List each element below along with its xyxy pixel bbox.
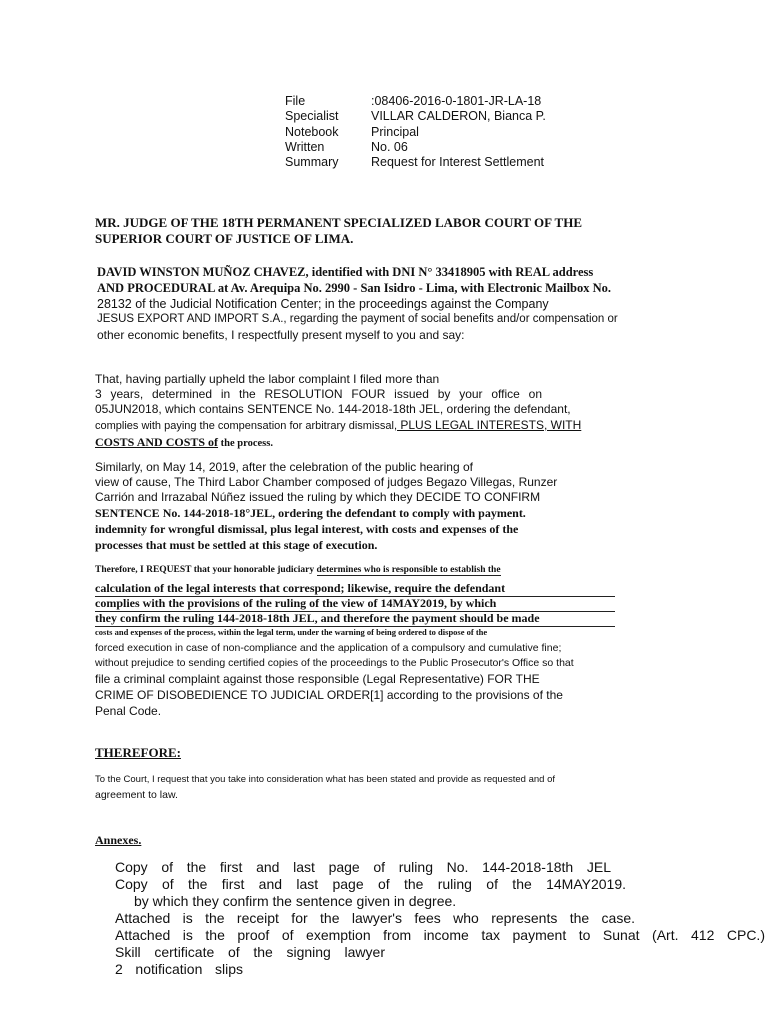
header-row-file — [285, 94, 546, 109]
annex-item-text: 2 notification slips — [115, 961, 243, 977]
court-title-line-2: SUPERIOR COURT OF JUSTICE OF LIMA. — [95, 231, 354, 246]
annex-item — [115, 910, 635, 926]
para2-line-4: SENTENCE No. 144-2018-18°JEL, ordering the defendant to comply with payment. — [95, 506, 526, 520]
annex-item — [115, 927, 765, 943]
therefore-line-2: agreement to law. — [95, 789, 178, 801]
annexes-heading: Annexes. — [95, 833, 142, 847]
annex-item — [115, 859, 611, 875]
para1-line-2: 3 years, determined in the RESOLUTION FOUR issued by your office on — [95, 387, 542, 401]
header-row-specialist — [285, 109, 546, 124]
party-line-2: AND PROCEDURAL at Av. Arequipa No. 2990 - San Isidro - Lima, with Electronic Mailbox No. — [97, 281, 612, 295]
header-row-written — [285, 140, 546, 155]
para1-line-5 — [95, 433, 273, 451]
party-line-5: other economic benefits, I respectfully present myself to you and say: — [97, 328, 465, 342]
annex-item-text: Skill certificate of the signing lawyer — [115, 944, 385, 960]
header-value: No. 06 — [371, 139, 408, 154]
para1-line-4-text: complies with paying the compensation for arbitrary dismissal, — [95, 420, 398, 432]
header-value: Request for Interest Settlement — [371, 155, 545, 170]
para3-line-8: file a criminal complaint against those responsible (Legal Representative) FOR THE — [95, 672, 540, 686]
annex-item — [115, 876, 626, 892]
case-header — [285, 94, 546, 170]
party-line-4: JESUS EXPORT AND IMPORT S.A., regarding the payment of social benefits and/or compensation or — [97, 313, 618, 325]
para2-line-2: view of cause, The Third Labor Chamber composed of judges Begazo Villegas, Runzer — [95, 475, 558, 489]
para3-line-2: calculation of the legal interests that correspond; likewise, require the defendant — [95, 581, 615, 597]
para2-line-1: Similarly, on May 14, 2019, after the celebration of the public hearing of — [95, 460, 473, 474]
para1-line-5-text: the process. — [218, 438, 273, 449]
header-label: Written — [285, 139, 325, 154]
annex-item-text: Copy of the first and last page of the ruling of the 14MAY2019. — [115, 876, 626, 892]
annex-item-continuation: by which they confirm the sentence given in degree. — [134, 893, 457, 909]
header-row-notebook — [285, 125, 546, 140]
header-value: :08406-2016-0-1801-JR-LA-18 — [371, 94, 542, 108]
court-title-line-1: MR. JUDGE OF THE 18TH PERMANENT SPECIALIZED LABOR COURT OF THE — [95, 215, 582, 230]
para2-line-6: processes that must be settled at this stage of execution. — [95, 538, 378, 552]
annex-item — [115, 944, 385, 960]
para1-line-4-emph: PLUS LEGAL INTERESTS, WITH — [397, 418, 582, 432]
header-row-summary — [285, 155, 546, 170]
header-label: Specialist — [285, 109, 339, 124]
para3-line-9: CRIME OF DISOBEDIENCE TO JUDICIAL ORDER[1] according to the provisions of the — [95, 688, 563, 702]
annex-item-text: Attached is the receipt for the lawyer's fees who represents the case. — [115, 910, 635, 926]
header-value: VILLAR CALDERON, Bianca P. — [371, 109, 546, 124]
para3-line-4: they confirm the ruling 144-2018-18th JEL, and therefore the payment should be made — [95, 611, 615, 627]
para3-line-1-mid: that your honorable judiciary — [191, 565, 317, 575]
annex-item-text: Copy of the first and last page of ruling No. 144-2018-18th JEL — [115, 859, 611, 875]
para1-line-4 — [95, 418, 581, 432]
party-line-1: DAVID WINSTON MUÑOZ CHAVEZ, identified with DNI N° 33418905 with REAL address — [97, 265, 594, 279]
header-value: Principal — [371, 124, 419, 139]
therefore-line-1: To the Court, I request that you take into consideration what has been stated and provide as requested and of — [95, 774, 555, 785]
header-label: Summary — [285, 155, 339, 170]
para3-line-6: forced execution in case of non-compliance and the application of a compulsory and cumulative fine; — [95, 642, 562, 654]
para3-line-1 — [95, 565, 615, 575]
party-line-3: 28132 of the Judicial Notification Center; in the proceedings against the Company — [97, 297, 549, 311]
para3-line-1-ul: determines who is responsible to establish the — [316, 565, 501, 575]
annex-item-text: Attached is the proof of exemption from income tax payment to Sunat (Art. 412 CPC.) — [115, 927, 765, 943]
header-label: Notebook — [285, 124, 339, 139]
para2-line-5: indemnity for wrongful dismissal, plus legal interest, with costs and expenses of the — [95, 522, 519, 536]
para1-line-2-wrap — [95, 387, 542, 401]
para3-line-3: complies with the provisions of the ruling of the view of 14MAY2019, by which — [95, 596, 615, 612]
therefore-heading: THEREFORE: — [95, 745, 181, 760]
para2-line-3: Carrión and Irrazabal Núñez issued the ruling by which they DECIDE TO CONFIRM — [95, 490, 541, 504]
para3-line-5: costs and expenses of the process, within the legal term, under the warning of being ordered to dispose of the — [95, 627, 488, 637]
para3-line-7: without prejudice to sending certified copies of the proceedings to the Public Prosecutor's Office so that — [95, 657, 574, 669]
para3-line-10: Penal Code. — [95, 704, 162, 718]
para1-line-1: That, having partially upheld the labor complaint I filed more than — [95, 372, 440, 386]
para1-line-5-emph: COSTS AND COSTS of — [95, 435, 219, 449]
annex-item — [115, 961, 243, 977]
header-label: File — [285, 94, 306, 108]
para1-line-3: 05JUN2018, which contains SENTENCE No. 144-2018-18th JEL, ordering the defendant, — [95, 402, 571, 416]
para3-line-1-request: Therefore, I REQUEST — [95, 565, 192, 575]
